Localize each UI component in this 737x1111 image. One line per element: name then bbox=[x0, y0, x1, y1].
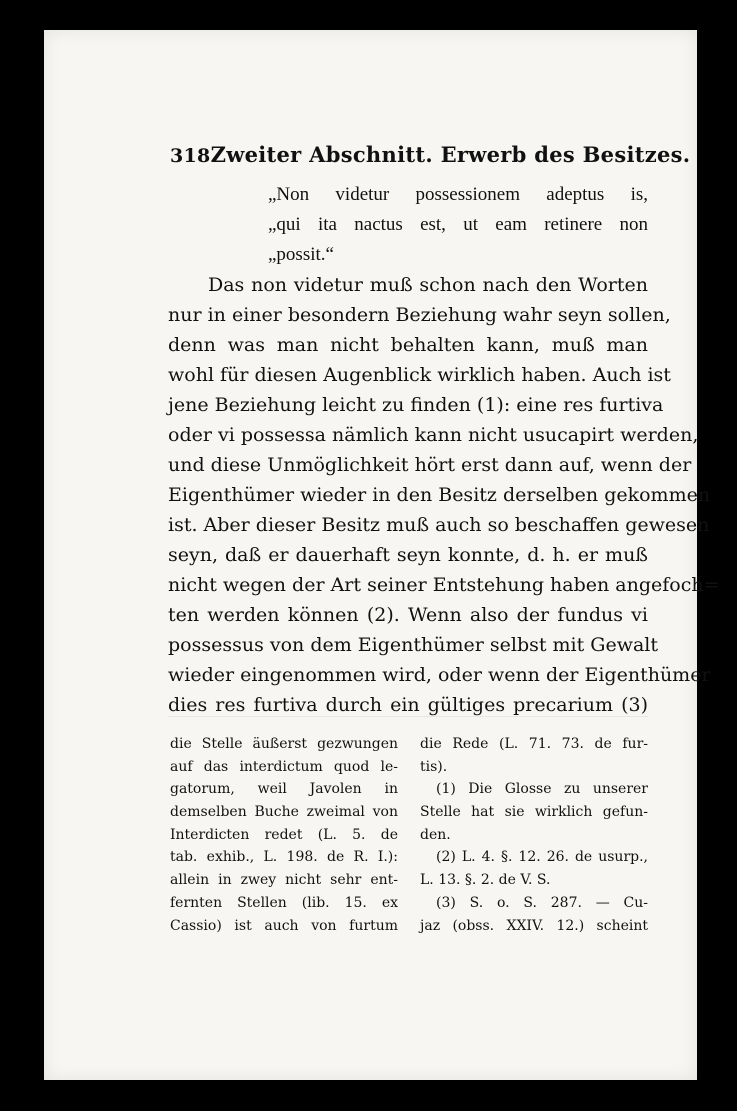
footnote-divider bbox=[168, 716, 648, 717]
text-line: nur in einer besondern Beziehung wahr seyn sollen, bbox=[168, 304, 671, 326]
text-line: „qui ita nactus est, ut eam retinere non bbox=[268, 214, 648, 235]
footnote-line: Stelle hat sie wirklich gefun- bbox=[420, 804, 648, 821]
running-title: Zweiter Abschnitt. Erwerb des Besitzes. bbox=[210, 142, 691, 167]
text-line: Das non videtur muß schon nach den Worten bbox=[208, 274, 648, 296]
text-line: und diese Unmöglichkeit hört erst dann auf, wenn der bbox=[168, 454, 692, 476]
footnotes-left-column bbox=[170, 733, 398, 937]
footnote-line: (1) Die Glosse zu unserer bbox=[436, 781, 648, 798]
footnote-line: L. 13. §. 2. de V. S. bbox=[420, 872, 551, 889]
footnote-line: tis). bbox=[420, 758, 448, 775]
main-text bbox=[168, 180, 720, 720]
text-line: dies res furtiva durch ein gültiges precarium (3) bbox=[168, 694, 648, 716]
text-line: wieder eingenommen wird, oder wenn der Eigenthümer bbox=[168, 664, 711, 686]
footnote-line: Interdicten redet (L. 5. de bbox=[170, 826, 398, 843]
footnote-line: allein in zwey nicht sehr ent- bbox=[170, 872, 398, 889]
text-line: „possit.“ bbox=[268, 244, 334, 265]
text-line: denn was man nicht behalten kann, muß man bbox=[168, 334, 648, 356]
text-line: ist. Aber dieser Besitz muß auch so beschaffen gewesen bbox=[168, 514, 710, 536]
footnote-line: die Stelle äußerst gezwungen bbox=[170, 736, 398, 752]
text-line: ten werden können (2). Wenn also der fundus vi bbox=[168, 604, 648, 626]
text-line: seyn, daß er dauerhaft seyn konnte, d. h. er muß bbox=[168, 544, 648, 566]
footnotes-right-column bbox=[420, 733, 648, 937]
text-line: Eigenthümer wieder in den Besitz derselben gekommen bbox=[168, 484, 711, 506]
footnote-line: jaz (obss. XXIV. 12.) scheint bbox=[420, 917, 648, 934]
text-line: oder vi possessa nämlich kann nicht usucapirt werden, bbox=[168, 424, 699, 446]
footnote-line: auf das interdictum quod le- bbox=[170, 758, 398, 775]
footnote-line: gatorum, weil Javolen in bbox=[170, 781, 398, 798]
page-number: 318 bbox=[170, 145, 211, 167]
text-line: jene Beziehung leicht zu finden (1): eine res furtiva bbox=[168, 394, 664, 416]
footnote-line: (2) L. 4. §. 12. 26. de usurp., bbox=[436, 849, 648, 866]
text-line: nicht wegen der Art seiner Entstehung haben angefoch= bbox=[168, 574, 720, 596]
footnote-line: fernten Stellen (lib. 15. ex bbox=[170, 894, 398, 911]
page-header bbox=[170, 142, 691, 172]
footnote-line: tab. exhib., L. 198. de R. I.): bbox=[170, 849, 398, 866]
text-line: possessus von dem Eigenthümer selbst mit Gewalt bbox=[168, 634, 659, 656]
text-line: wohl für diesen Augenblick wirklich haben. Auch ist bbox=[168, 364, 671, 386]
footnote-line: den. bbox=[420, 826, 451, 843]
text-line: „Non videtur possessionem adeptus is, bbox=[268, 184, 648, 205]
footnote-line: Cassio) ist auch von furtum bbox=[170, 917, 398, 934]
footnote-line: (3) S. o. S. 287. — Cu- bbox=[436, 894, 648, 911]
footnote-line: die Rede (L. 71. 73. de fur- bbox=[420, 736, 648, 752]
footnote-line: demselben Buche zweimal von bbox=[170, 804, 398, 821]
